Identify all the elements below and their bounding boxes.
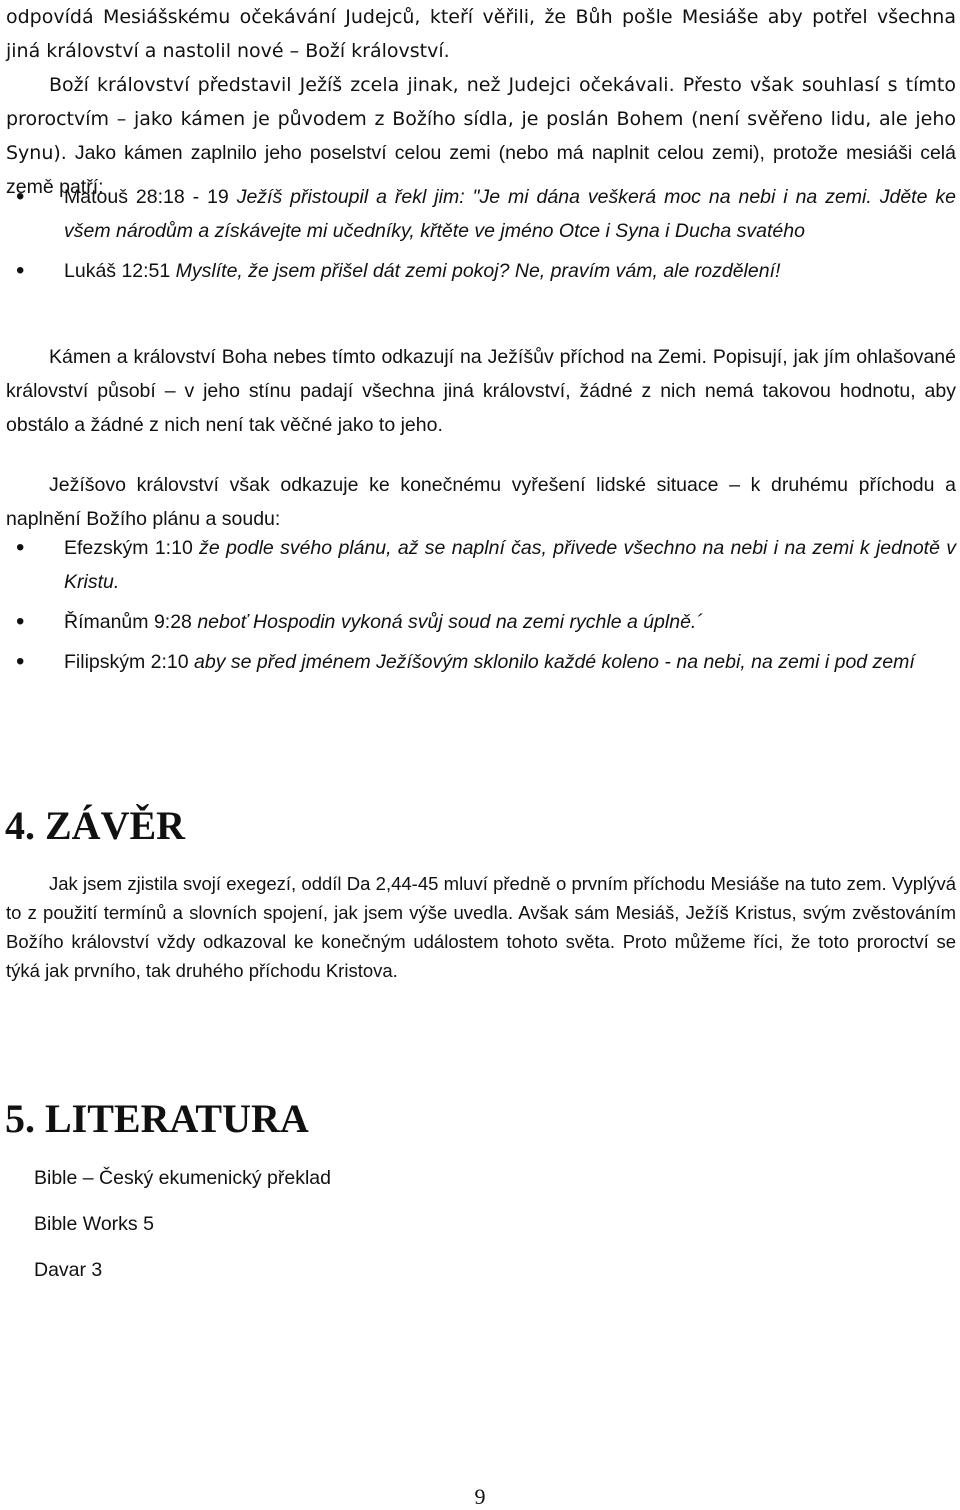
intro-line2-a: Boží království představil Ježíš zcela jinak, než Judejci očekávali. Přesto však souhlasí s tímto proroctvím – jako kámen je původem z Božího sídla, je poslán Bohem (není svěřeno lidu, ale jeho Synu). (6, 74, 956, 164)
literature-item: Bible Works 5 (34, 1213, 154, 1235)
page-number: 9 (474, 1484, 486, 1509)
quote-rimanum: neboť Hospodin vykoná svůj soud na zemi rychle a úplně.´ (197, 611, 703, 633)
list-item (6, 180, 956, 248)
intro-line1: odpovídá Mesiášskému očekávání Judejců, kteří věřili, že Bůh pošle Mesiáše aby potřel všechna jiná království a nastolil nové – Boží království. (6, 6, 956, 62)
literature-item: Davar 3 (34, 1259, 103, 1281)
section-heading-zaver: 4. ZÁVĚR (5, 803, 186, 848)
para2-a: Kámen a království Boha nebes tímto odkazují na Ježíšův příchod na Zemi. (49, 346, 707, 368)
intro-line2-b: Jako kámen zaplnilo jeho poselství celou zemi (nebo má naplnit celou zemi), protože mesiáši celá země patří: (6, 142, 956, 198)
scripture-list-2 (6, 531, 956, 685)
ref-lukas: Lukáš 12:51 (64, 260, 176, 282)
paragraph-second-coming (6, 468, 956, 536)
para2-b: Popisují, jak jím ohlašované království působí – v jeho stínu padají všechna jiná království, žádné z nich nemá takovou hodnotu, aby obstálo a žádné z nich není tak věčné jako to jeho. (6, 346, 956, 436)
list-item (6, 645, 956, 679)
literature-item: Bible – Český ekumenický překlad (34, 1167, 331, 1189)
ref-efezskym: Efezským 1:10 (64, 537, 200, 559)
paragraph-stone-kingdom (6, 340, 956, 442)
quote-matous: Ježíš přistoupil a řekl jim: "Je mi dána veškerá moc na nebi i na zemi. Jděte ke všem národům a získávejte mi učedníky, křtěte ve jméno Otce i Syna i Ducha svatého (64, 186, 956, 242)
list-item (6, 254, 956, 288)
list-item (6, 605, 956, 639)
para3-text: Ježíšovo království však odkazuje ke konečnému vyřešení lidské situace – k druhému příchodu a naplnění Božího plánu a soudu: (6, 474, 956, 530)
quote-filipskym: aby se před jménem Ježíšovým sklonilo každé koleno - na nebi, na zemi i pod zemí (194, 651, 915, 673)
quote-lukas: Myslíte, že jsem přišel dát zemi pokoj? Ne, pravím vám, ale rozdělení! (175, 260, 781, 282)
section-heading-literatura: 5. LITERATURA (5, 1096, 309, 1141)
conclusion-text: Jak jsem zjistila svojí exegezí, oddíl Da 2,44-45 mluví předně o prvním příchodu Mesiáše na tuto zem. Vyplývá to z použití termínů a slovních spojení, jak jsem výše uvedla. Avšak sám Mesiáš, Ježíš Kristus, svým zvěstováním Božího království vždy odkazoval ke konečným událostem tohoto světa. Proto můžeme říci, že toto proroctví se týká jak prvního, tak druhého příchodu Kristova. (6, 873, 956, 981)
list-item (6, 531, 956, 599)
ref-filipskym: Filipským 2:10 (64, 651, 195, 673)
intro-paragraph (6, 0, 956, 204)
ref-rimanum: Římanům 9:28 (64, 611, 198, 633)
scripture-list-1 (6, 180, 956, 294)
ref-matous: Matouš 28:18 - 19 (64, 186, 237, 208)
conclusion-paragraph (6, 869, 956, 985)
quote-efezskym: že podle svého plánu, až se naplní čas, přivede všechno na nebi i na zemi k jednotě v Kristu. (64, 537, 956, 593)
